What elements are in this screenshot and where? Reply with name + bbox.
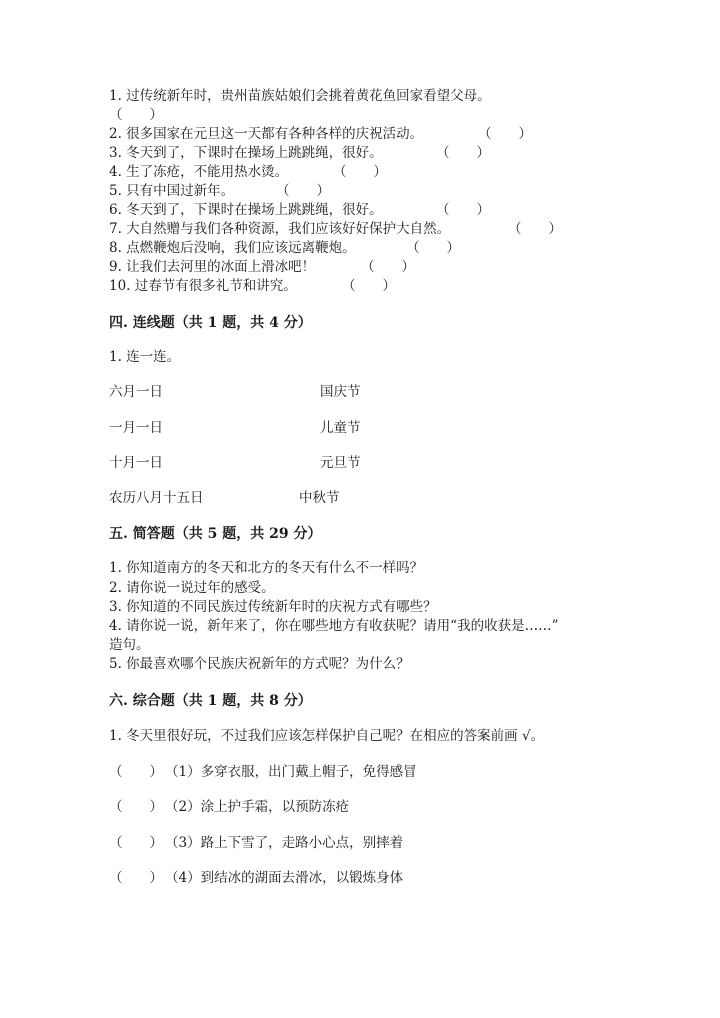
judgment-item-9-text: 9. 让我们去河里的冰面上滑冰吧！	[109, 259, 316, 275]
judgment-item-8-text: 8. 点燃鞭炮后没响，我们应该远离鞭炮。	[109, 240, 356, 256]
matching-right-2[interactable]: 儿童节	[320, 420, 361, 436]
judgment-item-4-blank[interactable]: （ ）	[333, 164, 387, 180]
matching-question: 1. 连一连。	[109, 349, 181, 365]
matching-left-1[interactable]: 六月一日	[109, 384, 163, 400]
matching-right-1[interactable]: 国庆节	[320, 384, 361, 400]
comprehensive-option-4-blank[interactable]: （ ）	[109, 870, 163, 886]
comprehensive-option-3-blank[interactable]: （ ）	[109, 835, 163, 851]
short-answer-item-4-continued: 造句。	[109, 637, 150, 653]
comprehensive-option-2-blank[interactable]: （ ）	[109, 799, 163, 815]
judgment-item-7-text: 7. 大自然赠与我们各种资源，我们应该好好保护大自然。	[109, 221, 451, 237]
comprehensive-heading: 六. 综合题（共 1 题，共 8 分）	[109, 693, 312, 709]
short-answer-item-2: 2. 请你说一说过年的感受。	[109, 580, 275, 596]
judgment-item-10-text: 10. 过春节有很多礼节和讲究。	[109, 278, 297, 294]
matching-left-3[interactable]: 十月一日	[109, 455, 163, 471]
judgment-item-5-blank[interactable]: （ ）	[276, 183, 330, 199]
matching-left-4[interactable]: 农历八月十五日	[109, 490, 204, 506]
judgment-item-4-text: 4. 生了冻疮，不能用热水烫。	[109, 164, 289, 180]
short-answer-item-3: 3. 你知道的不同民族过传统新年时的庆祝方式有哪些？	[109, 599, 437, 615]
judgment-item-3-blank[interactable]: （ ）	[436, 145, 490, 161]
judgment-item-2-blank[interactable]: （ ）	[478, 126, 532, 142]
judgment-item-5-text: 5. 只有中国过新年。	[109, 183, 235, 199]
short-answer-item-4: 4. 请你说一说，新年来了，你在哪些地方有收获呢？请用“我的收获是……”	[109, 618, 559, 634]
comprehensive-option-1-blank[interactable]: （ ）	[109, 764, 163, 780]
short-answer-item-1: 1. 你知道南方的冬天和北方的冬天有什么不一样吗？	[109, 560, 424, 576]
short-answer-item-5: 5. 你最喜欢哪个民族庆祝新年的方式呢？为什么？	[109, 656, 410, 672]
comprehensive-question: 1. 冬天里很好玩，不过我们应该怎样保护自己呢？在相应的答案前画 √。	[109, 728, 545, 744]
judgment-item-9-blank[interactable]: （ ）	[361, 259, 415, 275]
matching-left-2[interactable]: 一月一日	[109, 420, 163, 436]
judgment-item-6-text: 6. 冬天到了，下课时在操场上跳跳绳，很好。	[109, 202, 383, 218]
matching-heading: 四. 连线题（共 1 题，共 4 分）	[109, 315, 312, 331]
comprehensive-option-2-text: （2）涂上护手霜，以预防冻疮	[165, 799, 350, 815]
judgment-item-1-text: 1. 过传统新年时，贵州苗族姑娘们会挑着黄花鱼回家看望父母。	[109, 88, 491, 104]
matching-right-3[interactable]: 元旦节	[320, 455, 361, 471]
comprehensive-option-1-text: （1）多穿衣服，出门戴上帽子，免得感冒	[165, 764, 417, 780]
judgment-item-6-blank[interactable]: （ ）	[436, 202, 490, 218]
judgment-item-1-blank[interactable]: （ ）	[109, 107, 163, 123]
judgment-item-3-text: 3. 冬天到了，下课时在操场上跳跳绳，很好。	[109, 145, 383, 161]
comprehensive-option-4-text: （4）到结冰的湖面去滑冰，以锻炼身体	[165, 870, 404, 886]
judgment-item-10-blank[interactable]: （ ）	[342, 278, 396, 294]
matching-right-4[interactable]: 中秋节	[299, 490, 340, 506]
judgment-item-2-text: 2. 很多国家在元旦这一天都有各种各样的庆祝活动。	[109, 126, 424, 142]
judgment-item-7-blank[interactable]: （ ）	[508, 221, 562, 237]
short-answer-heading: 五. 简答题（共 5 题，共 29 分）	[109, 526, 322, 542]
judgment-item-8-blank[interactable]: （ ）	[406, 240, 460, 256]
comprehensive-option-3-text: （3）路上下雪了，走路小心点，别摔着	[165, 835, 404, 851]
